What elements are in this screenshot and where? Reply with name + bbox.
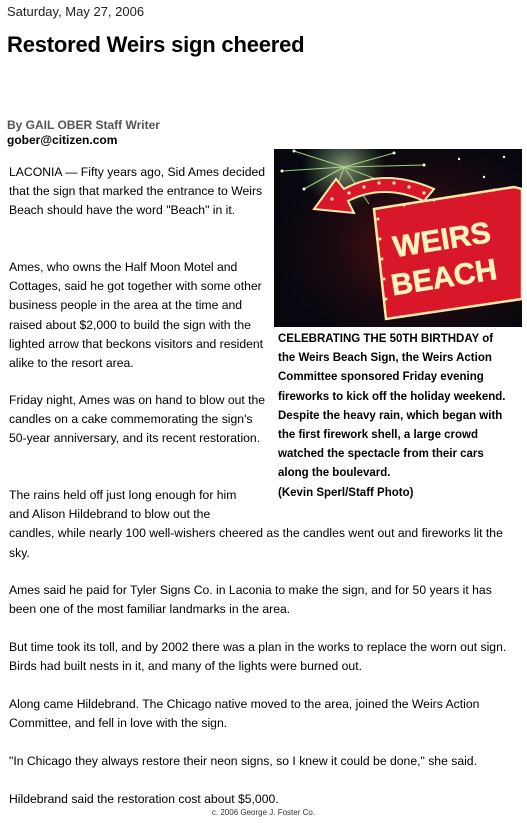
caption-line: the Weirs Beach Sign, the Weirs Action: [278, 352, 492, 365]
article-byline: By GAIL OBER Staff Writer: [7, 118, 160, 132]
caption-line: fireworks to kick off the holiday weekend.: [278, 390, 506, 403]
sign-text-weirs: WEIRS: [390, 216, 494, 265]
photo-caption: [278, 330, 522, 503]
paragraph-4-line-2: and Alison Hildebrand to blow out the: [9, 507, 211, 522]
caption-line: CELEBRATING THE 50TH BIRTHDAY of: [278, 333, 494, 345]
copyright-footer: c. 2006 George J. Foster Co.: [211, 808, 316, 817]
article-paragraph-9: Hildebrand said the restoration cost about $5,000.: [9, 792, 279, 806]
sign-board: [374, 187, 522, 319]
photo-credit: (Kevin Sperl/Staff Photo): [278, 486, 414, 499]
article-paragraph-6: But time took its toll, and by 2002 there was a plan in the works to replace the worn out sign. Birds had built nests in it, and many of the lights were burned out.: [9, 640, 507, 674]
article-paragraph-2: Ames, who owns the Half Moon Motel and Cottages, said he got together with some other business people in the area at the time and raised about $2,000 to build the sign with the lighted arrow that beckons visitors and resident alike to the resort area.: [9, 260, 264, 371]
article-paragraph-7: Along came Hildebrand. The Chicago native moved to the area, joined the Weirs Action Committee, and fell in love with the sign.: [9, 697, 480, 731]
sign-text-beach: BEACH: [388, 253, 500, 303]
caption-line: along the boulevard.: [278, 467, 391, 480]
caption-line: Despite the heavy rain, which began with: [278, 409, 503, 422]
caption-line: the first firework shell, a large crowd: [278, 429, 479, 442]
article-paragraph-5: Ames said he paid for Tyler Signs Co. in Laconia to make the sign, and for 50 years it has been one of the most familiar landmarks in the area.: [9, 583, 492, 617]
author-email-link[interactable]: gober@citizen.com: [7, 133, 118, 147]
article-paragraph-1: LACONIA — Fifty years ago, Sid Ames decided that the sign that marked the entrance to Weirs Beach should have the word "Beach" in it.: [9, 165, 266, 218]
article-paragraph-3: Friday night, Ames was on hand to blow out the candles on a cake commemorating the sign's 50-year anniversary, and its recent restoration.: [9, 393, 266, 446]
article-headline: Restored Weirs sign cheered: [7, 32, 305, 57]
weirs-beach-sign-photo: [274, 149, 522, 327]
paragraph-4-line-1: The rains held off just long enough for him: [9, 488, 237, 502]
weirs-sign-illustration: [274, 149, 522, 327]
article-paragraph-8: "In Chicago they always restore their neon signs, so I knew it could be done," she said.: [9, 754, 477, 768]
caption-line: Committee sponsored Friday evening: [278, 371, 484, 384]
paragraph-4-rest: candles, while nearly 100 well-wishers cheered as the candles went out and fireworks lit the sky.: [9, 526, 503, 560]
caption-line: watched the spectacle from their cars: [278, 448, 484, 461]
article-date: Saturday, May 27, 2006: [7, 4, 145, 19]
